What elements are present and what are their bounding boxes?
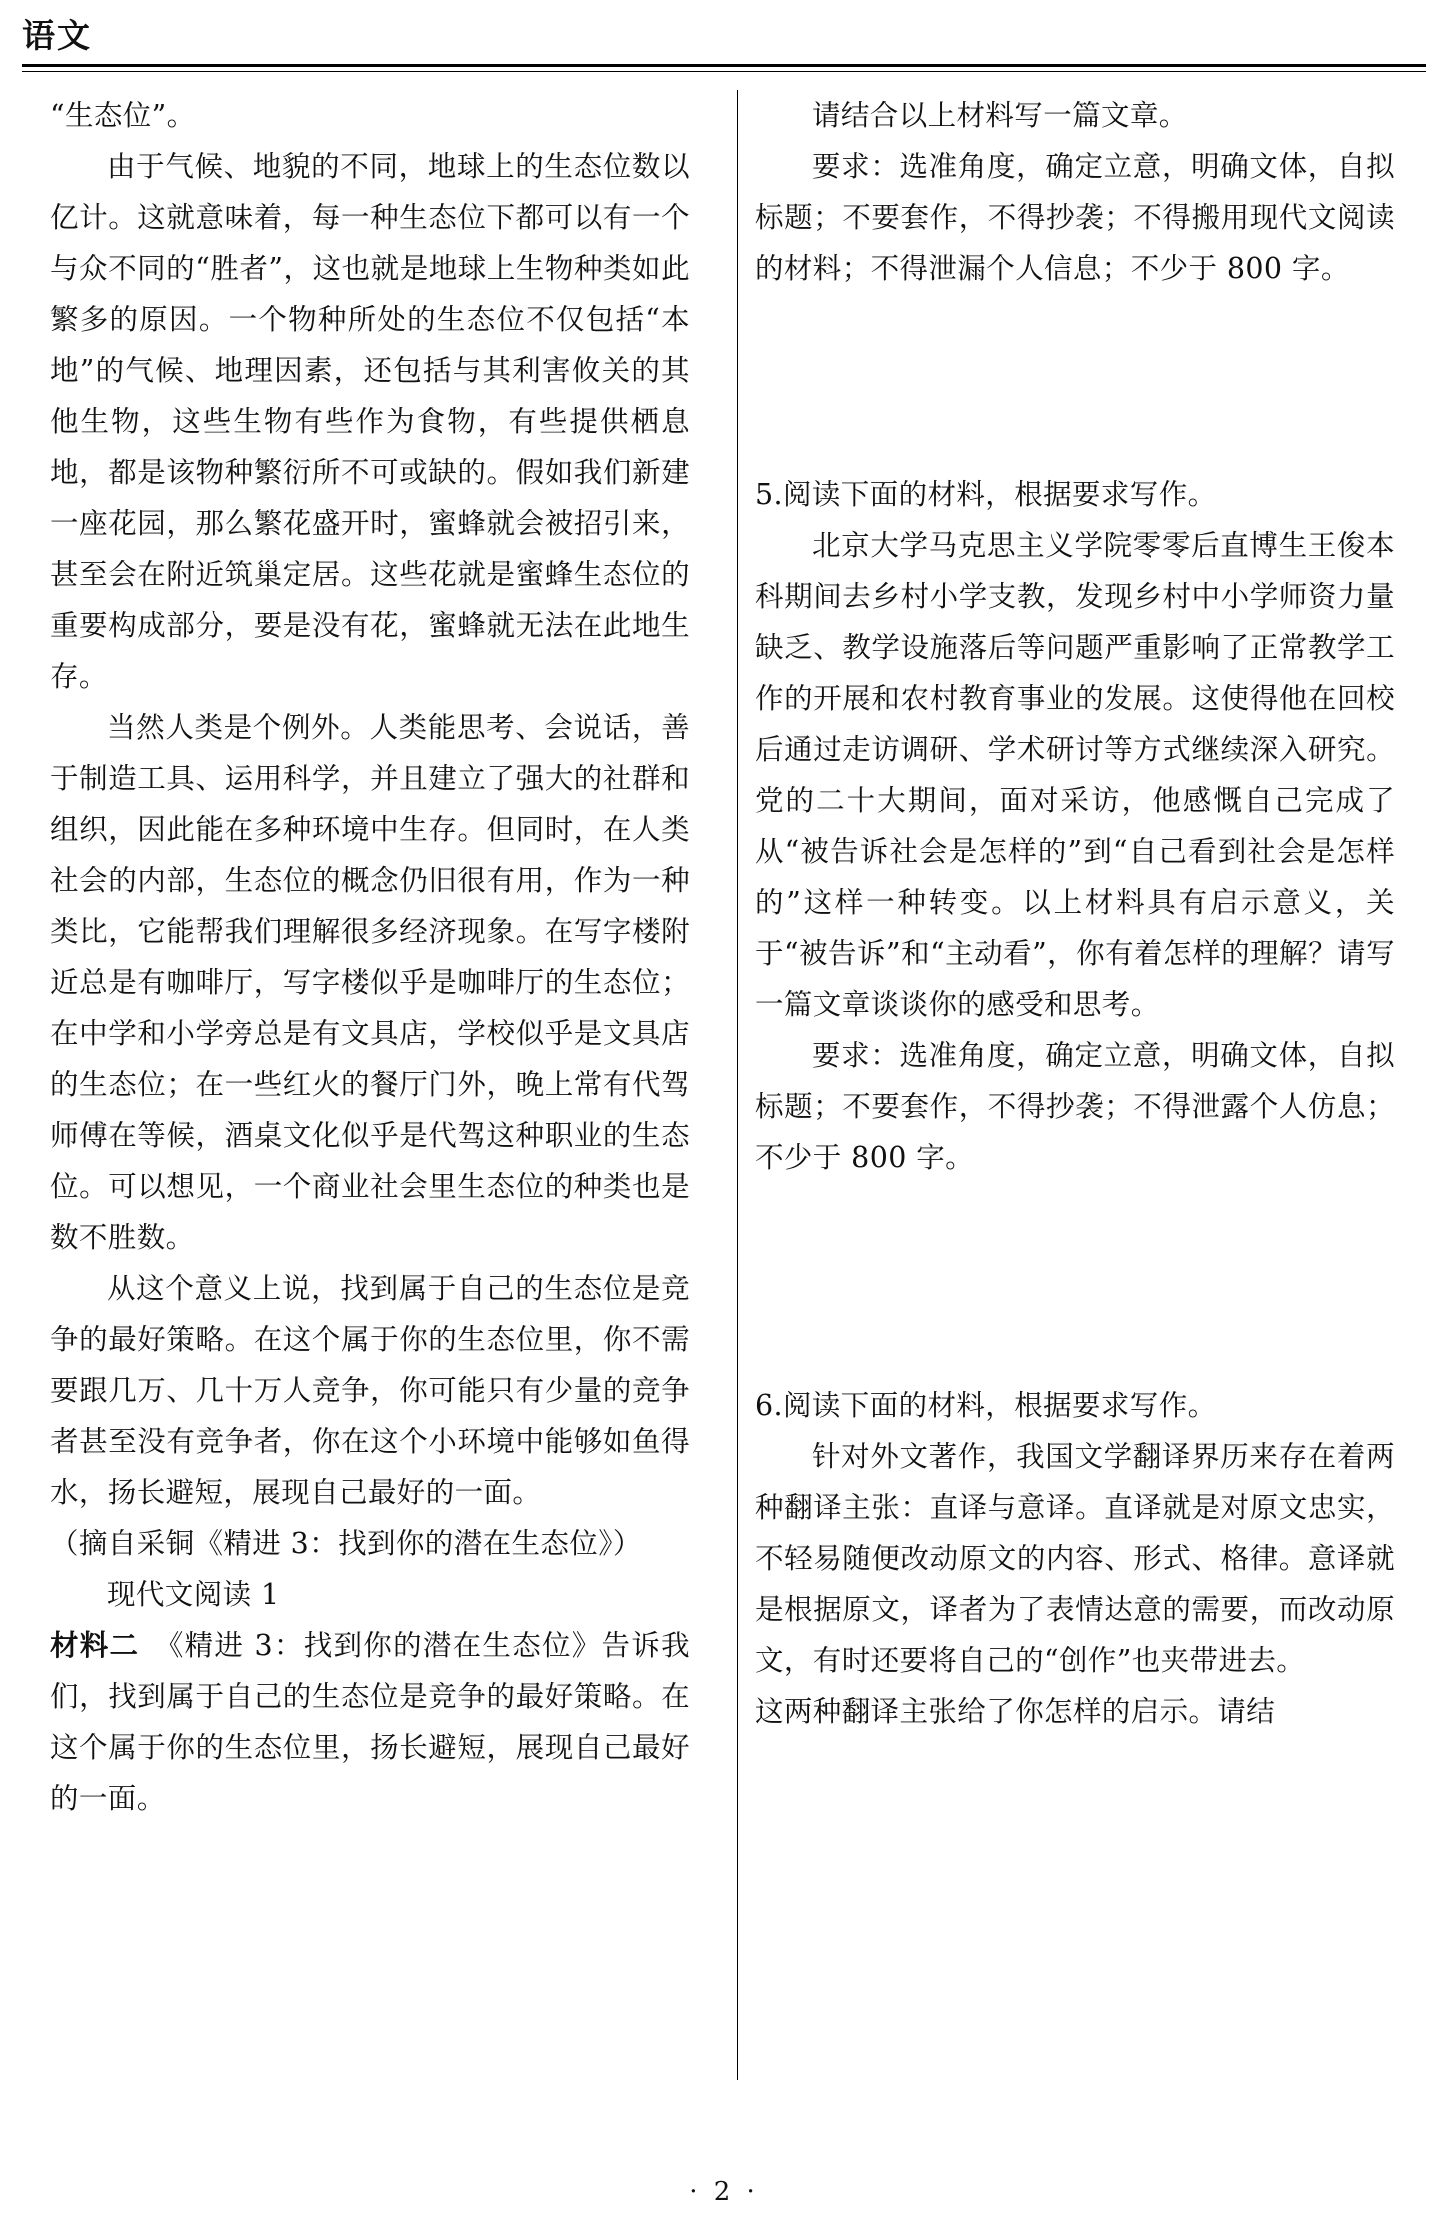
page-columns xyxy=(40,90,1408,2141)
source-citation: （摘自采铜《精进 3：找到你的潜在生态位》） xyxy=(50,1527,642,1560)
left-column xyxy=(50,90,690,2141)
material-two-label: 材料二 xyxy=(50,1628,140,1662)
paragraph-ecological-niche-2: 当然人类是个例外。人类能思考、会说话，善于制造工具、运用科学，并且建立了强大的社群和组织，因此能在多种环境中生存。但同时，在人类社会的内部，生态位的概念仍旧很有用，作为一种类比，它能帮我们理解很多经济现象。在写字楼附近总是有咖啡厅，写字楼似乎是咖啡厅的生态位；在中学和小学旁总是有文具店，学校似乎是文具店的生态位；在一些红火的餐厅门外，晚上常有代驾师傅在等候，酒桌文化似乎是代驾这种职业的生态位。可以想见，一个商业社会里生态位的种类也是数不胜数。 xyxy=(50,711,690,1254)
spacer-after-q5-extra xyxy=(755,1358,1395,1380)
question-6-stem: 阅读下面的材料，根据要求写作。 xyxy=(783,1389,1217,1422)
question-5-stem: 阅读下面的材料，根据要求写作。 xyxy=(783,478,1217,511)
section-title-modern-reading: 现代文阅读 1 xyxy=(107,1578,280,1611)
question-6 xyxy=(755,1380,1395,1431)
page-header xyxy=(22,14,1426,70)
page-footer: · 2 · xyxy=(689,2177,759,2207)
requirement-top: 要求：选准角度，确定立意，明确文体，自拟标题；不要套作，不得抄袭；不得搬用现代文阅读的材料；不得泄漏个人信息；不少于 800 字。 xyxy=(755,150,1395,285)
prompt-write-article: 请结合以上材料写一篇文章。 xyxy=(812,99,1188,132)
right-column xyxy=(755,90,1395,2141)
question-5 xyxy=(755,469,1395,520)
question-6-body: 针对外文著作，我国文学翻译界历来存在着两种翻译主张：直译与意译。直译就是对原文忠实，不轻易随便改动原文的内容、形式、格律。意译就是根据原文，译者为了表情达意的需要，而改动原文，有时还要将自己的“创作”也夹带进去。 xyxy=(755,1440,1395,1677)
material-two-block xyxy=(50,1620,690,1824)
paragraph-continued: “生态位”。 xyxy=(50,99,196,132)
question-5-number: 5. xyxy=(755,478,783,511)
column-divider xyxy=(737,90,738,2080)
header-rule-thick xyxy=(22,64,1426,67)
paragraph-ecological-niche-3: 从这个意义上说，找到属于自己的生态位是竞争的最好策略。在这个属于你的生态位里，你不需要跟几万、几十万人竞争，你可能只有少量的竞争者甚至没有竞争者，你在这个小环境中能够如鱼得水，扬长避短，展现自己最好的一面。 xyxy=(50,1272,690,1509)
material-two-text: 《精进 3：找到你的潜在生态位》告诉我们，找到属于自己的生态位是竞争的最好策略。在这个属于你的生态位里，扬长避短，展现自己最好的一面。 xyxy=(50,1629,690,1815)
question-5-body: 北京大学马克思主义学院零零后直博生王俊本科期间去乡村小学支教，发现乡村中小学师资力量缺乏、教学设施落后等问题严重影响了正常教学工作的开展和农村教育事业的发展。这使得他在回校后通过走访调研、学术研讨等方式继续深入研究。党的二十大期间，面对采访，他感慨自己完成了从“被告诉社会是怎样的”到“自己看到社会是怎样的”这样一种转变。以上材料具有启示意义，关于“被告诉”和“主动看”，你有着怎样的理解？请写一篇文章谈谈你的感受和思考。 xyxy=(755,529,1395,1021)
question-6-number: 6. xyxy=(755,1389,783,1422)
spacer-after-q5 xyxy=(755,1183,1395,1358)
question-6-tail: 这两种翻译主张给了你怎样的启示。请结 xyxy=(755,1695,1276,1728)
subject-title: 语文 xyxy=(22,16,92,55)
paragraph-ecological-niche-1: 由于气候、地貌的不同，地球上的生态位数以亿计。这就意味着，每一种生态位下都可以有一个与众不同的“胜者”，这也就是地球上生物种类如此繁多的原因。一个物种所处的生态位不仅包括“本地”的气候、地理因素，还包括与其利害攸关的其他生物，这些生物有些作为食物，有些提供栖息地，都是该物种繁衍所不可或缺的。假如我们新建一座花园，那么繁花盛开时，蜜蜂就会被招引来，甚至会在附近筑巢定居。这些花就是蜜蜂生态位的重要构成部分，要是没有花，蜜蜂就无法在此地生存。 xyxy=(50,150,690,693)
header-rule-thin xyxy=(22,71,1426,72)
question-5-requirement: 要求：选准角度，确定立意，明确文体，自拟标题；不要套作，不得抄袭；不得泄露个人仿息；不少于 800 字。 xyxy=(755,1039,1395,1174)
spacer-after-requirement xyxy=(755,294,1395,469)
